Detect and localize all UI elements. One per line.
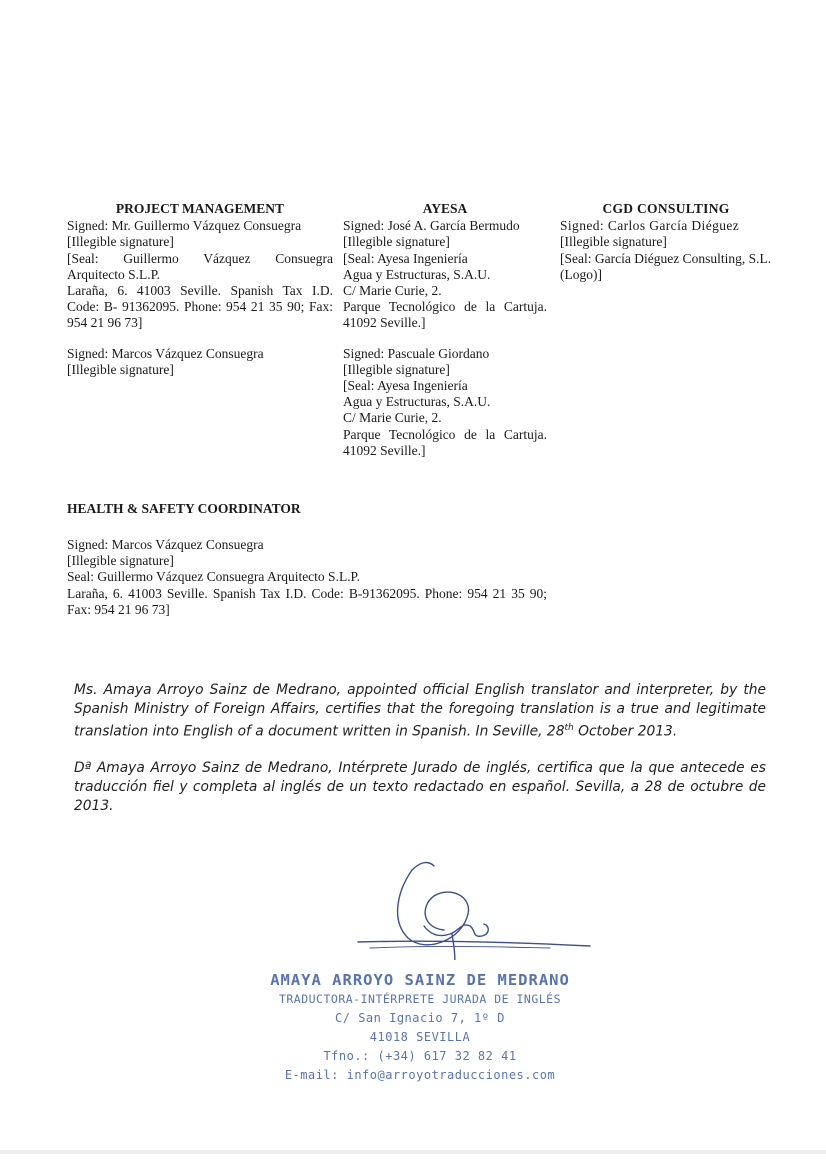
seal-line: Agua y Estructuras, S.A.U.: [343, 394, 491, 410]
seal-line: Code: B- 91362095. Phone: 954 21 35 90; Fax:: [67, 299, 333, 315]
signature-note: [Illegible signature]: [343, 361, 450, 377]
translator-stamp: [270, 970, 570, 1085]
signature-note: [Illegible signature]: [67, 553, 174, 569]
seal-line: [Seal: Ayesa Ingeniería: [343, 250, 468, 266]
seal-line: [Seal: Guillermo Vázquez Consuegra: [67, 250, 333, 266]
signature-note: [Illegible signature]: [560, 234, 667, 250]
seal-line: Arquitecto S.L.P.: [67, 266, 160, 282]
seal-line: [Seal: García Diéguez Consulting, S.L.: [560, 250, 772, 266]
ordinal-suffix: th: [564, 723, 574, 733]
column-heading: PROJECT MANAGEMENT: [115, 201, 285, 216]
seal-line: C/ Marie Curie, 2.: [343, 283, 442, 299]
certification-block: [74, 681, 766, 816]
seal-line: Laraña, 6. 41003 Seville. Spanish Tax I.D. Code: B-91362095. Phone: 954 21 35 90;: [67, 585, 547, 601]
signatory-line: Signed: Marcos Vázquez Consuegra: [67, 537, 264, 552]
cgd-consulting-column: [560, 201, 780, 283]
column-heading: CGD CONSULTING: [602, 201, 730, 216]
seal-line: 41092 Seville.]: [343, 442, 426, 458]
seal-line: 954 21 96 73]: [67, 315, 143, 331]
stamp-address: C/ San Ignacio 7, 1º D: [335, 1011, 505, 1025]
seal-line: Fax: 954 21 96 73]: [67, 601, 170, 617]
signatory-line: Signed: José A. García Bermudo: [343, 218, 520, 234]
signature-note: [Illegible signature]: [67, 361, 174, 377]
translator-signature: [350, 850, 600, 960]
stamp-city: 41018 SEVILLA: [369, 1030, 471, 1044]
health-safety-heading: HEALTH & SAFETY COORDINATOR: [67, 501, 301, 516]
stamp-title: TRADUCTORA-INTÉRPRETE JURADA DE INGLÉS: [278, 992, 562, 1006]
signatory-line: Signed: Marcos Vázquez Consuegra: [67, 345, 264, 361]
seal-line: Parque Tecnológico de la Cartuja.: [343, 299, 547, 315]
spanish-certification: Dª Amaya Arroyo Sainz de Medrano, Intérprete Jurado de inglés, certifica que la que antecede es traducción fiel y completa al inglés de un texto redactado en español. Sevilla, a 28 de octubre de 2013.: [74, 759, 766, 814]
seal-line: [Seal: Ayesa Ingeniería: [343, 378, 468, 394]
seal-line: 41092 Seville.]: [343, 315, 426, 331]
column-heading: AYESA: [422, 201, 468, 216]
signatory-line: Signed: Mr. Guillermo Vázquez Consuegra: [67, 218, 302, 234]
seal-line: C/ Marie Curie, 2.: [343, 410, 442, 426]
seal-line: Laraña, 6. 41003 Seville. Spanish Tax I.D.: [67, 283, 333, 299]
page-bottom-rule: [0, 1150, 826, 1154]
english-certification: [74, 681, 766, 742]
signatory-line: Signed: Carlos García Diéguez: [560, 218, 740, 234]
signature-note: [Illegible signature]: [343, 234, 450, 250]
health-safety-block: [67, 537, 547, 618]
signature-note: [Illegible signature]: [67, 234, 174, 250]
english-certification-date: October 2013.: [573, 723, 678, 740]
stamp-phone: Tfno.: (+34) 617 32 82 41: [323, 1049, 517, 1063]
stamp-name: AMAYA ARROYO SAINZ DE MEDRANO: [270, 971, 570, 989]
project-management-column: [67, 201, 333, 378]
signatory-line: Signed: Pascuale Giordano: [343, 345, 490, 361]
seal-line: (Logo)]: [560, 266, 602, 282]
seal-line: Seal: Guillermo Vázquez Consuegra Arquitecto S.L.P.: [67, 569, 360, 585]
stamp-email: E-mail: info@arroyotraducciones.com: [284, 1068, 556, 1082]
seal-line: Parque Tecnológico de la Cartuja.: [343, 426, 547, 442]
seal-line: Agua y Estructuras, S.A.U.: [343, 266, 491, 282]
english-certification-text: Ms. Amaya Arroyo Sainz de Medrano, appointed official English translator and interpreter, by the Spanish Ministry of Foreign Affairs, certifies that the foregoing translation is a true and legitimate translation into English of a document written in Spanish. In Seville, 28: [74, 682, 766, 740]
ayesa-column: [343, 201, 547, 459]
